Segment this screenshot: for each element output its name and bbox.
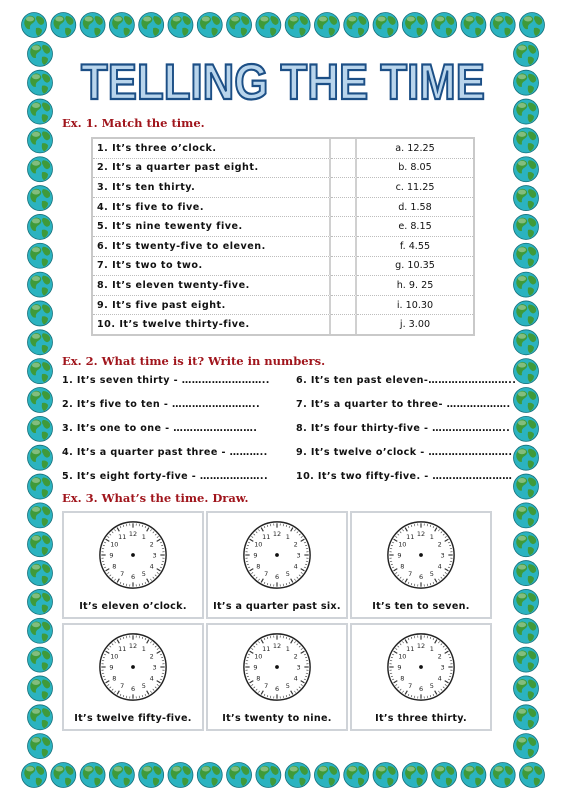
clock-caption: It’s a quarter past six. [213, 601, 341, 612]
globe-icon [28, 589, 53, 614]
clock-number: 10 [398, 540, 407, 549]
globe-icon [28, 503, 53, 528]
match-table [91, 137, 475, 336]
globe-icon [168, 763, 193, 788]
globe-icon [461, 13, 486, 38]
globe-icon [28, 676, 53, 701]
match-option: e. 8.15 [357, 217, 473, 237]
globe-icon [168, 13, 193, 38]
clock-caption: It’s three thirty. [375, 713, 467, 724]
match-question: 10. It’s twelve thirty-five. [93, 315, 331, 334]
clock-number: 1 [141, 644, 146, 653]
globe-icon [514, 618, 539, 643]
clock-number: 9 [397, 551, 402, 560]
match-option: g. 10.35 [357, 257, 473, 277]
match-answer-box[interactable] [331, 237, 357, 257]
globe-icon [28, 388, 53, 413]
match-row [93, 257, 473, 277]
page-title [60, 52, 506, 110]
globe-icon [514, 589, 539, 614]
globe-icon [285, 763, 310, 788]
clock-number: 10 [398, 652, 407, 661]
clock-number: 11 [118, 532, 127, 541]
match-row [93, 217, 473, 237]
clock-number: 9 [253, 551, 258, 560]
clock-number: 4 [293, 674, 298, 683]
globe-icon [28, 41, 53, 66]
globe-icon [402, 13, 427, 38]
clock-number: 2 [149, 652, 154, 661]
match-question: 4. It’s five to five. [93, 198, 331, 218]
globe-icon [514, 186, 539, 211]
match-option: c. 11.25 [357, 178, 473, 198]
globe-icon [514, 272, 539, 297]
clock-number: 10 [254, 652, 263, 661]
ex3-heading: Ex. 3. What’s the time. Draw. [62, 491, 249, 505]
clock-number: 11 [406, 532, 415, 541]
match-answer-box[interactable] [331, 315, 357, 334]
globe-icon [139, 763, 164, 788]
clock-number: 6 [274, 573, 280, 582]
match-answer-box[interactable] [331, 276, 357, 296]
globe-icon [373, 763, 398, 788]
clock-number: 7 [264, 570, 269, 579]
match-option: b. 8.05 [357, 159, 473, 179]
clock-box[interactable] [206, 623, 348, 731]
globe-icon [514, 70, 539, 95]
clock-number: 6 [418, 573, 424, 582]
clock-number: 10 [110, 652, 119, 661]
globe-icon [28, 272, 53, 297]
globe-icon [514, 128, 539, 153]
clock-number: 6 [418, 685, 424, 694]
clock-number: 1 [285, 532, 290, 541]
clock-number: 7 [264, 682, 269, 691]
globe-icon [514, 359, 539, 384]
clock-box[interactable] [350, 623, 492, 731]
globe-icon [514, 330, 539, 355]
globe-icon [227, 763, 252, 788]
clock-number: 12 [416, 641, 426, 650]
write-item: 4. It’s a quarter past three - ……….. [62, 447, 268, 458]
clock-number: 7 [408, 682, 413, 691]
write-item: 6. It’s ten past eleven-…………………….. [296, 375, 517, 386]
globe-icon [51, 763, 76, 788]
clock-number: 1 [285, 644, 290, 653]
clock-number: 4 [149, 562, 154, 571]
globe-icon [514, 41, 539, 66]
clock-number: 5 [141, 682, 146, 691]
write-item: 9. It’s twelve o’clock - ……………………. [296, 447, 513, 458]
globe-icon [514, 388, 539, 413]
clock-number: 2 [293, 652, 298, 661]
clock-number: 2 [149, 540, 154, 549]
clock-number: 11 [118, 644, 127, 653]
clock-number: 8 [256, 562, 261, 571]
clock-number: 2 [437, 540, 442, 549]
match-row [93, 296, 473, 316]
clock-number: 5 [429, 570, 434, 579]
clock-number: 3 [152, 663, 157, 672]
globe-icon [514, 445, 539, 470]
match-option: j. 3.00 [399, 319, 431, 331]
globe-icon [520, 763, 545, 788]
clock-number: 8 [400, 674, 405, 683]
clock-number: 12 [272, 529, 282, 538]
globe-icon [432, 763, 457, 788]
globe-icon [227, 13, 252, 38]
clock-number: 8 [256, 674, 261, 683]
globe-icon [80, 763, 105, 788]
globe-icon [28, 532, 53, 557]
ex2-heading: Ex. 2. What time is it? Write in numbers. [62, 354, 326, 368]
globe-icon [514, 647, 539, 672]
match-question: 9. It’s five past eight. [93, 296, 331, 316]
clock-number: 5 [285, 682, 290, 691]
clock-number: 11 [406, 644, 415, 653]
clock-number: 7 [120, 682, 125, 691]
globe-icon [28, 705, 53, 730]
write-item: 8. It’s four thirty-five - ………………….. [296, 423, 511, 434]
clock-number: 6 [130, 685, 136, 694]
match-row [93, 276, 473, 296]
match-row [93, 237, 473, 257]
clock-number: 2 [293, 540, 298, 549]
globe-icon [344, 13, 369, 38]
globe-icon [514, 676, 539, 701]
globe-icon [514, 474, 539, 499]
match-question: 6. It’s twenty-five to eleven. [93, 237, 331, 257]
clock-number: 1 [141, 532, 146, 541]
clock-number: 3 [152, 551, 157, 560]
match-answer-box[interactable] [331, 159, 357, 179]
match-option: f. 4.55 [357, 237, 473, 257]
clock-number: 4 [437, 562, 442, 571]
clock-number: 7 [120, 570, 125, 579]
match-answer-box[interactable] [331, 178, 357, 198]
clock-number: 7 [408, 570, 413, 579]
globe-icon [80, 13, 105, 38]
write-item: 1. It’s seven thirty - …………………….. [62, 375, 270, 386]
globe-icon [28, 186, 53, 211]
match-question: 3. It’s ten thirty. [93, 178, 331, 198]
clock-number: 12 [128, 641, 138, 650]
match-option: i. 10.30 [357, 296, 473, 316]
clock-number: 3 [296, 663, 301, 672]
globe-icon [514, 99, 539, 124]
clock-number: 3 [440, 663, 445, 672]
match-row [93, 315, 473, 334]
globe-icon [109, 763, 134, 788]
globe-icon [514, 243, 539, 268]
globe-icon [28, 99, 53, 124]
clock-number: 5 [429, 682, 434, 691]
clock-number: 4 [149, 674, 154, 683]
write-item: 7. It’s a quarter to three- ………………. [296, 399, 511, 410]
globe-icon [28, 474, 53, 499]
match-question: 5. It’s nine tewenty five. [93, 217, 331, 237]
clock-face-icon [385, 631, 457, 703]
globe-icon [28, 561, 53, 586]
clock-box[interactable] [206, 511, 348, 619]
globe-icon [22, 13, 47, 38]
clock-caption: It’s twenty to nine. [222, 713, 332, 724]
clock-face-icon [97, 519, 169, 591]
match-option: a. 12.25 [357, 139, 473, 159]
globe-icon [402, 763, 427, 788]
clock-caption: It’s ten to seven. [372, 601, 470, 612]
globe-icon [51, 13, 76, 38]
match-answer-box[interactable] [331, 139, 357, 159]
globe-icon [28, 734, 53, 759]
globe-icon [344, 763, 369, 788]
globe-icon [314, 13, 339, 38]
globe-icon [490, 763, 515, 788]
clock-number: 3 [440, 551, 445, 560]
globe-icon [285, 13, 310, 38]
write-item: 10. It’s two fifty-five. - …………………… [296, 471, 513, 482]
clock-caption: It’s eleven o’clock. [79, 601, 187, 612]
globe-icon [28, 618, 53, 643]
clock-number: 1 [429, 644, 434, 653]
clock-number: 9 [397, 663, 402, 672]
globe-icon [514, 503, 539, 528]
clock-number: 6 [274, 685, 280, 694]
globe-icon [139, 13, 164, 38]
globe-icon [109, 13, 134, 38]
write-item: 5. It’s eight forty-five - ……………….. [62, 471, 268, 482]
match-question: 1. It’s three o’clock. [93, 139, 331, 159]
clock-face-icon [385, 519, 457, 591]
globe-icon [22, 763, 47, 788]
match-option: d. 1.58 [357, 198, 473, 218]
clock-number: 3 [296, 551, 301, 560]
globe-icon [520, 13, 545, 38]
clock-number: 1 [429, 532, 434, 541]
ex1-heading: Ex. 1. Match the time. [62, 116, 205, 130]
globe-icon [28, 647, 53, 672]
globe-icon [28, 445, 53, 470]
globe-icon [197, 763, 222, 788]
match-row [93, 159, 473, 179]
clock-number: 10 [254, 540, 263, 549]
globe-icon [314, 763, 339, 788]
globe-icon [514, 734, 539, 759]
globe-icon [28, 128, 53, 153]
globe-icon [432, 13, 457, 38]
clock-face-icon [97, 631, 169, 703]
globe-icon [256, 763, 281, 788]
globe-icon [28, 359, 53, 384]
clock-number: 9 [253, 663, 258, 672]
match-answer-box[interactable] [331, 217, 357, 237]
clock-box[interactable] [350, 511, 492, 619]
globe-icon [514, 301, 539, 326]
clock-face-icon [241, 631, 313, 703]
globe-icon [28, 70, 53, 95]
globe-icon [28, 157, 53, 182]
clock-number: 5 [285, 570, 290, 579]
clock-number: 6 [130, 573, 136, 582]
clock-number: 4 [293, 562, 298, 571]
clock-number: 4 [437, 674, 442, 683]
clock-number: 10 [110, 540, 119, 549]
clock-number: 12 [128, 529, 138, 538]
globe-icon [197, 13, 222, 38]
clock-number: 11 [262, 644, 271, 653]
globe-icon [514, 705, 539, 730]
globe-icon [514, 214, 539, 239]
clock-box[interactable] [62, 623, 204, 731]
match-answer-box[interactable] [331, 296, 357, 316]
clock-number: 8 [112, 674, 117, 683]
match-question: 8. It’s eleven twenty-five. [93, 276, 331, 296]
globe-icon [256, 13, 281, 38]
globe-icon [28, 330, 53, 355]
globe-icon [514, 157, 539, 182]
globe-icon [514, 532, 539, 557]
match-answer-box[interactable] [331, 257, 357, 277]
page-title-text: TELLING THE TIME [81, 54, 485, 110]
match-question: 7. It’s two to two. [93, 257, 331, 277]
match-option: h. 9. 25 [357, 276, 473, 296]
write-item: 2. It’s five to ten - …………………….. [62, 399, 261, 410]
clock-number: 9 [109, 551, 114, 560]
clock-number: 11 [262, 532, 271, 541]
clock-number: 2 [437, 652, 442, 661]
globe-icon [373, 13, 398, 38]
match-answer-box[interactable] [331, 198, 357, 218]
globe-icon [490, 13, 515, 38]
globe-icon [28, 301, 53, 326]
match-question: 2. It’s a quarter past eight. [93, 159, 331, 179]
clock-number: 12 [416, 529, 426, 538]
clock-number: 8 [400, 562, 405, 571]
clock-number: 8 [112, 562, 117, 571]
clock-face-icon [241, 519, 313, 591]
clock-caption: It’s twelve fifty-five. [74, 713, 192, 724]
match-row [93, 139, 473, 159]
write-item: 3. It’s one to one - ……………………. [62, 423, 258, 434]
clock-number: 12 [272, 641, 282, 650]
globe-icon [28, 243, 53, 268]
clock-box[interactable] [62, 511, 204, 619]
globe-icon [28, 214, 53, 239]
globe-icon [28, 416, 53, 441]
globe-icon [514, 561, 539, 586]
match-row [93, 198, 473, 218]
globe-icon [461, 763, 486, 788]
clock-number: 9 [109, 663, 114, 672]
clock-number: 5 [141, 570, 146, 579]
match-row [93, 178, 473, 198]
globe-icon [514, 416, 539, 441]
